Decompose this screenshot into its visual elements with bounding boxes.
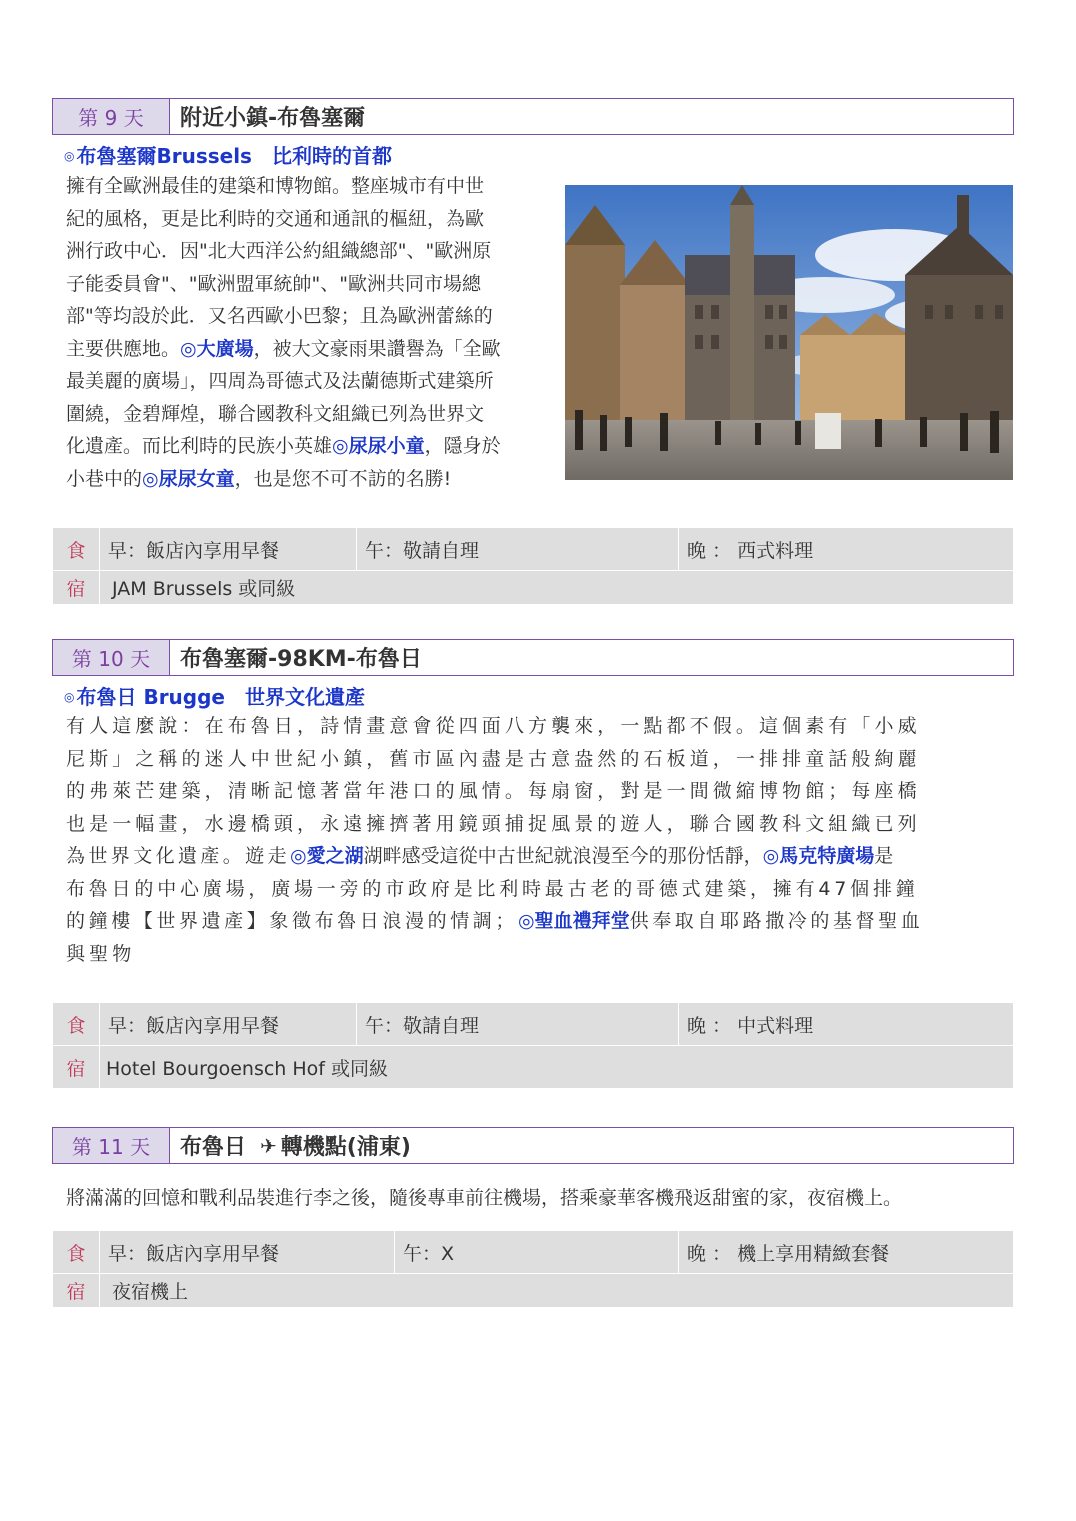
day-10-header <box>52 639 1014 676</box>
description-line: 洲行政中心．因"北大西洋公約組織總部"、"歐洲原 <box>66 240 492 262</box>
description-line: 尼斯」之稱的迷人中世紀小鎮，舊市區內盡是古意盎然的石板道，一排排童話般絢麗 <box>66 747 921 770</box>
description-line: 子能委員會"、"歐洲盟軍統帥"、"歐洲共同市場總 <box>66 272 481 295</box>
hotel: 夜宿機上 <box>100 1274 1014 1308</box>
dinner: 晚 ： 西式料理 <box>679 528 1014 571</box>
description-line: 有人這麼說：在布魯日，詩情畫意會從四面八方襲來，一點都不假。這個素有「小威 <box>66 715 921 737</box>
stay-key: 宿 <box>53 571 100 605</box>
dinner: 晚 ： 中式料理 <box>679 1003 1014 1046</box>
text-run: 小巷中的 <box>66 467 143 490</box>
day-label: 第 9 天 <box>53 99 170 134</box>
day-9-header <box>52 98 1014 135</box>
stay-key: 宿 <box>53 1274 100 1308</box>
text-run: 是 <box>874 845 897 867</box>
breakfast: 早：飯店內享用早餐 <box>100 1231 395 1274</box>
highlight-markt-square: ◎馬克特廣場 <box>762 845 875 867</box>
bullet-circle-icon: ◎ <box>64 149 75 163</box>
description-line: 最美麗的廣場」，四周為哥德式及法蘭德斯式建築所 <box>66 370 494 392</box>
description-line <box>66 905 1012 938</box>
hotel: JAM Brussels 或同級 <box>100 571 1014 605</box>
text-run: 化遺產。而比利時的民族小英雄 <box>66 435 333 457</box>
highlight-grand-place: ◎大廣場 <box>180 337 254 360</box>
text-run: 的鐘樓【世界遺產】象徵布魯日浪漫的情調； <box>66 910 519 932</box>
stay-row <box>53 1274 1014 1308</box>
text-run: 湖畔感受這從中古世紀就浪漫至今的那份恬靜， <box>363 845 763 867</box>
description-line: 布魯日的中心廣場，廣場一旁的市政府是比利時最古老的哥德式建築，擁有47個排鐘 <box>66 877 919 900</box>
description-line <box>66 840 1012 873</box>
day-11-meals <box>52 1230 1014 1308</box>
text-run: 供奉取自耶路撒冷的基督聖血 <box>629 910 924 932</box>
meal-key: 食 <box>53 1003 100 1046</box>
meal-row <box>53 528 1014 571</box>
text-run: 為世界文化遺產。遊走 <box>66 845 291 867</box>
text-run: 主要供應地。 <box>66 337 181 360</box>
description-line: 與聖物 <box>66 942 136 965</box>
title-origin: 布魯日 <box>180 1135 247 1160</box>
day-9-description <box>66 170 550 495</box>
grand-place-illustration <box>565 185 1013 480</box>
section-subtitle <box>64 681 365 710</box>
title-destination: 轉機點(浦東) <box>280 1135 411 1160</box>
day-11-description: 將滿滿的回憶和戰利品裝進行李之後，隨後專車前往機場，搭乘豪華客機飛返甜蜜的家，夜宿機上。 <box>66 1187 903 1209</box>
dinner: 晚 ： 機上享用精緻套餐 <box>679 1231 1014 1274</box>
description-line <box>66 463 550 496</box>
breakfast: 早：飯店內享用早餐 <box>100 528 357 571</box>
hotel: Hotel Bourgoensch Hof 或同級 <box>100 1046 1014 1089</box>
highlight-holy-blood-basilica: ◎聖血禮拜堂 <box>518 910 630 932</box>
lunch: 午：敬請自理 <box>357 1003 679 1046</box>
text-run: ，隱身於 <box>424 435 501 457</box>
description-line: 圍繞，金碧輝煌，聯合國教科文組織已列為世界文 <box>66 402 485 425</box>
description-line: 紀的風格，更是比利時的交通和通訊的樞紐，為歐 <box>66 207 485 230</box>
description-line <box>66 430 550 463</box>
lunch: 午：X <box>395 1231 679 1274</box>
subtitle-text: 布魯日 Brugge 世界文化遺產 <box>76 685 365 709</box>
bullet-circle-icon: ◎ <box>64 690 75 704</box>
day-label: 第 11 天 <box>53 1128 170 1163</box>
text-run: ，也是您不可不訪的名勝! <box>234 467 452 490</box>
stay-key: 宿 <box>53 1046 100 1089</box>
day-9-meals <box>52 527 1014 605</box>
day-10-meals <box>52 1002 1014 1089</box>
highlight-manneken-pis: ◎尿尿小童 <box>332 435 425 457</box>
day-11-header <box>52 1127 1014 1164</box>
day-10-description <box>66 710 1012 970</box>
description-line <box>66 333 550 366</box>
section-subtitle <box>64 140 392 169</box>
text-run: ，被大文豪雨果讚譽為「全歐 <box>253 337 501 360</box>
day-title: 附近小鎮-布魯塞爾 <box>180 106 366 131</box>
description-line: 也是一幅畫，水邊橋頭，永遠擁擠著用鏡頭捕捉風景的遊人，聯合國教科文組織已列 <box>66 812 921 835</box>
grand-place-photo <box>565 185 1013 480</box>
highlight-lake-of-love: ◎愛之湖 <box>290 845 364 867</box>
day-label: 第 10 天 <box>53 640 170 675</box>
stay-row <box>53 1046 1014 1089</box>
meal-key: 食 <box>53 528 100 571</box>
breakfast: 早：飯店內享用早餐 <box>100 1003 357 1046</box>
description-line: 的弗萊芒建築，清晰記憶著當年港口的風情。每扇窗，對是一間微縮博物館；每座橋 <box>66 780 921 802</box>
meal-key: 食 <box>53 1231 100 1274</box>
airplane-icon: ✈ <box>260 1133 277 1158</box>
highlight-jeanneke-pis: ◎尿尿女童 <box>142 467 235 490</box>
meal-row <box>53 1231 1014 1274</box>
subtitle-text: 布魯塞爾Brussels 比利時的首都 <box>76 144 392 168</box>
description-line: 部"等均設於此．又名西歐小巴黎；且為歐洲蕾絲的 <box>66 305 493 327</box>
day-title: 布魯塞爾-98KM-布魯日 <box>180 647 422 672</box>
description-line: 擁有全歐洲最佳的建築和博物館。整座城市有中世 <box>66 175 485 197</box>
meal-row <box>53 1003 1014 1046</box>
stay-row <box>53 571 1014 605</box>
day-title <box>170 1128 1013 1163</box>
lunch: 午：敬請自理 <box>357 528 679 571</box>
